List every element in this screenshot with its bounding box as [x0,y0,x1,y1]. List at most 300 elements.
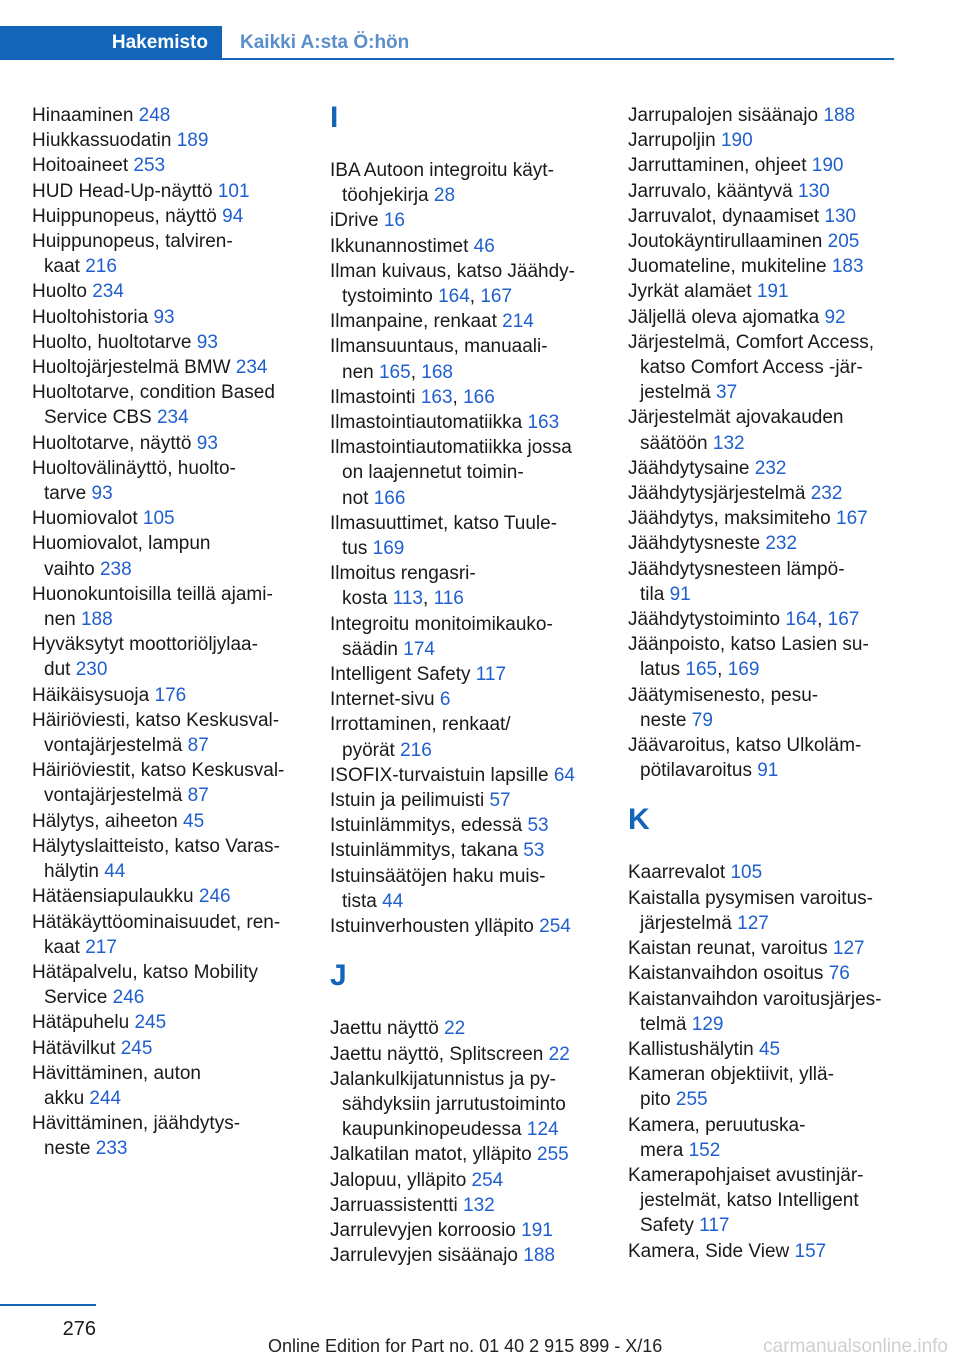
page-link[interactable]: 169 [727,659,760,681]
index-entry [32,153,304,178]
index-entry [330,1042,602,1067]
page-link[interactable]: 248 [138,105,171,126]
index-entry [32,910,304,960]
entry-text: Jyrkät alamäet [628,281,757,303]
entry-text: jestelmät, katso Intelligent [640,1190,859,1212]
index-entry [628,1037,900,1062]
index-entry [330,511,602,561]
entry-text: Huoltojärjestelmä BMW [32,357,236,379]
entry-text: Jäähdytysaine [628,457,755,479]
page-link[interactable]: 169 [372,538,405,560]
page-link[interactable]: 254 [471,1169,504,1191]
index-entry [628,481,900,506]
page-link[interactable]: 157 [794,1240,827,1262]
entry-text: Hinaaminen [32,105,139,126]
index-entry [628,987,900,1037]
page-link[interactable]: 191 [756,281,789,303]
entry-text: vaihto [44,558,100,580]
entry-text: tus [342,538,373,560]
index-entry [32,506,304,531]
entry-text: HUD Head-Up-näyttö [32,180,218,202]
page-link[interactable]: 92 [824,306,846,328]
index-entry [628,607,900,632]
index-entry [628,733,900,783]
section-letter: K [628,803,650,837]
page-link[interactable]: 116 [433,588,464,610]
page-link[interactable]: 105 [730,862,763,884]
page-link[interactable]: 254 [539,916,571,938]
page-link[interactable]: 93 [91,483,113,505]
page-link[interactable]: 163 [420,386,453,408]
page-link[interactable]: 129 [691,1013,724,1035]
entry-text: Huippunopeus, näyttö [32,205,223,227]
page-link[interactable]: 166 [373,487,406,509]
entry-text: Hävittäminen, auton [32,1062,201,1084]
index-entry [628,1163,900,1239]
page-link[interactable]: 76 [828,963,850,985]
index-column-3 [628,103,900,1264]
entry-text: , [469,286,481,308]
index-entry [628,1239,900,1264]
page-link[interactable]: 188 [80,609,113,631]
index-entry [32,683,304,708]
index-entry [330,763,602,788]
page-link[interactable]: 233 [95,1138,128,1160]
entry-text: Jalkatilan matot, ylläpito [330,1144,537,1166]
index-entry [330,1193,602,1218]
page-link[interactable]: 37 [716,382,738,404]
entry-text: Ilman kuivaus, katso Jäähdy‐ [330,260,576,282]
entry-text: Huomiovalot, lampun [32,533,211,555]
entry-text: jestelmä [640,382,717,404]
index-entry [32,708,304,758]
tab-a-to-z[interactable]: Kaikki A:sta Ö:hön [240,32,410,53]
page-link[interactable]: 117 [475,664,507,686]
index-entry [628,506,900,531]
entry-text: iDrive [330,210,384,232]
entry-text: Kallistushälytin [628,1038,759,1060]
page-link[interactable]: 45 [758,1038,781,1060]
entry-text: kaat [44,256,86,278]
entry-text: IBA Autoon integroitu käyt‐ [330,160,554,181]
entry-text: , [817,609,828,631]
index-entry [32,758,304,808]
page-link[interactable]: 6 [439,689,451,711]
entry-text: Istuin ja peilimuisti [330,790,490,812]
entry-text: Jarrupoljin [628,130,721,152]
index-entry [330,612,602,662]
entry-text: kaat [44,936,86,958]
page-link[interactable]: 87 [187,785,209,807]
entry-text: Häikäisysuoja [32,684,155,706]
entry-text: Istuinlämmitys, edessä [330,815,528,837]
page-link[interactable]: 53 [523,840,545,862]
entry-text: nen [342,361,379,383]
entry-text: Jarruvalo, kääntyvä [628,180,799,202]
page-link[interactable]: 113 [392,588,423,610]
index-entry [32,1061,304,1111]
page-link[interactable]: 167 [836,508,868,530]
index-entry [330,687,602,712]
page-link[interactable]: 44 [382,890,404,912]
index-entry [32,884,304,909]
page-link[interactable]: 87 [187,735,209,757]
page-link[interactable]: 152 [688,1139,721,1161]
entry-text: Hätäkäyttöominaisuudet, ren‐ [32,911,281,933]
page-link[interactable]: 132 [712,432,745,454]
page-link[interactable]: 245 [120,1037,153,1059]
index-entry [32,128,304,153]
page-link[interactable]: 53 [527,815,549,837]
page-link[interactable]: 57 [489,790,511,812]
entry-text: Hätäensiapulaukku [32,886,199,908]
page-link[interactable]: 234 [156,407,189,429]
index-entry [330,561,602,611]
index-entry [330,838,602,863]
page-link[interactable]: 188 [823,105,856,126]
page-link[interactable]: 127 [737,912,769,934]
entry-text: Huippunopeus, talviren‐ [32,231,233,253]
entry-text: pito [640,1089,676,1111]
index-entry [628,103,900,128]
page-link[interactable]: 234 [92,281,124,303]
index-entry [32,305,304,330]
page-link[interactable]: 183 [831,256,864,278]
index-entry [32,456,304,506]
page-link[interactable]: 64 [553,764,575,786]
index-entry [330,410,602,435]
page-link[interactable]: 217 [85,936,117,958]
index-entry [628,254,900,279]
entry-text: Huolto [32,281,93,303]
index-entry [330,385,602,410]
index-entry [32,330,304,355]
page-link[interactable]: 255 [675,1089,708,1111]
page-link[interactable]: 245 [134,1012,167,1034]
page-link[interactable]: 216 [400,739,432,761]
entry-text: Intelligent Safety [330,664,476,686]
index-entry [628,279,900,304]
page-number: 276 [62,1318,96,1340]
entry-text: kaupunkinopeudessa [342,1119,527,1141]
index-column-2 [330,103,602,1268]
index-entry [32,355,304,380]
page-link[interactable]: 232 [765,533,798,555]
index-entry [32,809,304,834]
entry-text: Huoltohistoria [32,306,154,328]
page-link[interactable]: 188 [523,1245,555,1267]
entry-text: Jalopuu, ylläpito [330,1169,472,1191]
index-entry [330,435,602,511]
entry-text: Service [44,987,113,1009]
page-link[interactable]: 176 [154,684,187,706]
index-column-1 [32,103,304,1162]
entry-text: Istuinsäätöjen haku muis‐ [330,865,546,887]
footer-rule [0,1304,96,1306]
page-link[interactable]: 127 [832,938,865,960]
entry-text: Irrottaminen, renkaat/ [330,714,511,736]
index-entry [628,961,900,986]
index-entry [330,158,602,208]
entry-text: Hoitoaineet [32,155,134,177]
entry-text: Huoltotarve, condition Based [32,382,275,404]
page-link[interactable]: 91 [757,760,779,782]
entry-text: Hätäpalvelu, katso Mobility [32,961,258,983]
index-entry [32,1036,304,1061]
edition-text: Online Edition for Part no. 01 40 2 915 899 - X/16 [268,1336,663,1356]
page-link[interactable]: 205 [827,231,860,253]
entry-text: Kamera, Side View [628,1240,795,1262]
entry-text: Jaettu näyttö, Splitscreen [330,1043,549,1065]
page-link[interactable]: 164 [785,609,818,631]
index-entry [32,179,304,204]
page-link[interactable]: 191 [521,1219,553,1241]
entry-text: Jäähdytysjärjestelmä [628,483,811,505]
entry-text: pötilavaroitus [640,760,758,782]
entry-text: Kamera, peruutuska‐ [628,1114,806,1136]
entry-text: Ilmastointi [330,386,421,408]
entry-text: Kaistanvaihdon varoitusjärjes‐ [628,988,882,1010]
index-entry [628,179,900,204]
page-link[interactable]: 91 [669,583,691,605]
page-link[interactable]: 255 [537,1144,569,1166]
index-entry [330,309,602,334]
page-link[interactable]: 238 [99,558,132,580]
page-link[interactable]: 163 [527,412,560,434]
entry-text: Jarrulevyjen sisäänajo [330,1245,524,1267]
page-link[interactable]: 234 [235,357,268,379]
entry-text: Internet-sivu [330,689,440,711]
entry-text: akku [44,1087,90,1109]
page-link[interactable]: 165 [685,659,718,681]
index-entry [628,1062,900,1112]
watermark: carmanualsonline.info [763,1336,948,1357]
entry-text: tista [342,890,383,912]
index-entry [330,914,602,939]
page-link[interactable]: 190 [720,130,753,152]
tab-index[interactable]: Hakemisto [111,32,208,53]
index-entry [32,1111,304,1161]
entry-text: Jäätymisenesto, pesu‐ [628,684,819,706]
entry-text: Kaistan reunat, varoitus [628,938,833,960]
entry-text: Järjestelmät ajovakauden [628,407,844,429]
index-entry [628,683,900,733]
page-link[interactable]: 101 [217,180,250,202]
entry-text: vontajärjestelmä [44,735,188,757]
page-link[interactable]: 124 [526,1119,559,1141]
index-entry [330,864,602,914]
index-entry [628,229,900,254]
index-entry [32,380,304,430]
entry-text: Jäähdytysnesteen lämpö‐ [628,558,845,580]
entry-text: neste [640,709,692,731]
index-entry [330,712,602,762]
index-entry [330,1067,602,1143]
entry-text: Kamerapohjaiset avustinjär‐ [628,1164,864,1186]
page-link[interactable]: 45 [183,810,205,832]
entry-text: hälytin [44,861,105,883]
index-entry [330,1168,602,1193]
entry-text: Huonokuntoisilla teillä ajami‐ [32,583,273,605]
entry-text: Ilmansuuntaus, manuaali‐ [330,336,548,358]
index-entry [32,1010,304,1035]
entry-text: Jarruvalot, dynaamiset [628,205,825,227]
index-entry [32,531,304,581]
page-link[interactable]: 130 [798,180,830,202]
entry-text: pyörät [342,739,401,761]
index-entry [330,334,602,384]
entry-text: Huolto, huoltotarve [32,331,197,353]
index-entry [628,936,900,961]
page-link[interactable]: 165 [378,361,411,383]
index-entry [32,431,304,456]
page-link[interactable]: 168 [421,361,453,383]
entry-text: Juomateline, mukiteline [628,256,832,278]
entry-text: säädin [342,638,404,660]
page-link[interactable]: 246 [112,987,145,1009]
page-link[interactable]: 22 [548,1043,570,1065]
entry-text: Hätäpuhelu [32,1012,135,1034]
page-link[interactable]: 93 [196,432,218,454]
page-link[interactable]: 94 [222,205,244,227]
section-letter: I [330,101,339,134]
index-entry [628,128,900,153]
page-link[interactable]: 93 [196,331,218,353]
entry-text: Istuinverhousten ylläpito [330,916,540,938]
entry-text: Ikkunannostimet [330,235,474,257]
entry-text: neste [44,1138,96,1160]
index-entry [330,813,602,838]
entry-text: Ilmanpaine, renkaat [330,311,503,333]
page-link[interactable]: 28 [433,185,456,207]
page-link[interactable]: 44 [104,861,126,883]
entry-text: dut [44,659,76,681]
entry-text: Huomiovalot [32,508,143,530]
index-entry [330,1218,602,1243]
entry-text: Hyväksytyt moottoriöljylaa‐ [32,634,258,656]
header-rule [222,58,894,60]
index-entry [628,632,900,682]
entry-text: tystoiminto [342,286,439,308]
index-entry [628,305,900,330]
entry-text: Häiriöviesti, katso Keskusval‐ [32,709,280,731]
entry-text: Jarruttaminen, ohjeet [628,155,812,177]
page-link[interactable]: 167 [480,286,513,308]
index-entry [628,557,900,607]
entry-text: latus [640,659,686,681]
entry-text: tila [640,583,670,605]
entry-text: , [410,361,422,383]
entry-text: Jäähdytysneste [628,533,766,555]
page-link[interactable]: 93 [153,306,175,328]
page-link[interactable]: 16 [383,210,405,232]
index-entry [32,582,304,632]
page-link[interactable]: 246 [198,886,231,908]
index-entry [330,1243,602,1268]
index-entry [32,229,304,279]
page-link[interactable]: 174 [403,638,435,660]
index-entry [330,259,602,309]
page-link[interactable]: 164 [438,286,470,308]
entry-text: , [717,659,728,681]
entry-text: Jalankulkijatunnistus ja py‐ [330,1068,557,1090]
page-link[interactable]: 232 [754,457,787,479]
entry-text: Jarrulevyjen korroosio [330,1219,522,1241]
index-entry [330,788,602,813]
page-link[interactable]: 22 [444,1018,466,1040]
entry-text: Huoltovälinäyttö, huolto‐ [32,457,236,479]
entry-text: Istuinlämmitys, takana [330,840,524,862]
page-link[interactable]: 105 [142,508,175,530]
entry-text: Safety [640,1215,700,1237]
page-link[interactable]: 132 [463,1194,495,1216]
index-entry [330,1016,602,1041]
page-link[interactable]: 166 [463,386,495,408]
entry-text: tarve [44,483,92,505]
entry-text: Integroitu monitoimikauko‐ [330,613,553,635]
page-link[interactable]: 46 [473,235,495,257]
page-link[interactable]: 214 [502,311,534,333]
section-letter: J [330,959,347,993]
entry-text: mera [640,1139,689,1161]
index-entry [628,1113,900,1163]
entry-text: Kaistalla pysymisen varoitus‐ [628,887,873,909]
entry-text: Jaettu näyttö [330,1018,445,1040]
entry-text: vontajärjestelmä [44,785,188,807]
entry-text: kosta [342,588,393,610]
entry-text: Järjestelmä, Comfort Access, [628,331,875,353]
entry-text: Hälytys, aiheeton [32,810,184,832]
entry-text: Hätävilkut [32,1037,121,1059]
entry-text: töohjekirja [342,185,434,207]
page-link[interactable]: 253 [133,155,166,177]
entry-text: , [423,588,434,610]
entry-text: Jäänpoisto, katso Lasien su‐ [628,634,869,656]
page-link[interactable]: 230 [75,659,108,681]
index-entry [32,279,304,304]
index-entry [628,531,900,556]
entry-text: not [342,487,374,509]
entry-text: säätöön [640,432,713,454]
index-entry [330,662,602,687]
page-link[interactable]: 216 [85,256,117,278]
entry-text: Ilmastointiautomatiikka jossa [330,437,572,459]
entry-text: Kameran objektiivit, yllä‐ [628,1064,834,1086]
page-link[interactable]: 232 [810,483,843,505]
page-link[interactable]: 189 [176,130,209,152]
page-link[interactable]: 244 [89,1087,122,1109]
index-entry [628,456,900,481]
entry-text: Jäljellä oleva ajomatka [628,306,825,328]
index-entry [32,960,304,1010]
entry-text: Ilmastointiautomatiikka [330,412,528,434]
entry-text: Häiriöviestit, katso Keskusval‐ [32,760,285,782]
page-link[interactable]: 130 [824,205,857,227]
page-link[interactable]: 79 [691,709,713,731]
entry-text: Jäävaroitus, katso Ulkoläm‐ [628,735,862,757]
index-entry [32,103,304,128]
page-link[interactable]: 167 [827,609,860,631]
page-link[interactable]: 190 [811,155,844,177]
page-link[interactable]: 117 [699,1215,730,1237]
entry-text: Kaarrevalot [628,862,731,884]
entry-text: Jäähdytystoiminto [628,609,786,631]
index-entry [628,330,900,406]
entry-text: Hälytyslaitteisto, katso Varas‐ [32,835,280,857]
index-entry [330,1142,602,1167]
entry-text: sähdyksiin jarrutustoiminto [342,1093,566,1115]
entry-text: Kaistanvaihdon osoitus [628,963,829,985]
